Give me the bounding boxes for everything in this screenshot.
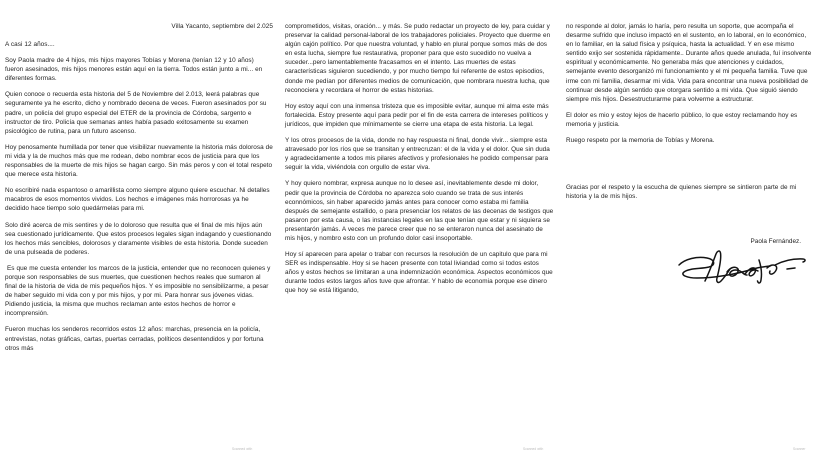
dateline: Villa Yacanto, septiembre del 2.025 bbox=[171, 23, 273, 30]
closing-paragraph: Gracias por el respeto y la escucha de quienes siempre se sintieron parte de mi historia y la de mis hijos. bbox=[566, 184, 797, 201]
paragraph: No escribiré nada espantoso o amarillista como siempre alguno quiere escuchar. Ni detalles macabros de esos momentos vividos. Los hechos e imágenes más horrorosas ya he decidido hace tiempo solo quedármelas para mi. bbox=[5, 187, 270, 213]
paragraph: Es que me cuesta entender los marcos de la justicia, entender que no reconocen quienes y porque son responsables de sus muertes, que cuestionen hechos reales que sumaron al final de la historia de vida de mis pequeños hijos. Y es imposible no sensibilizarme, a pesar de haber seguido mi vida con y por mis hijos, y por mi. Para honrar sus jóvenes vidas. Pidiendo justicia, la misma que muchos reclaman ante estos hechos de horror e incomprensión. bbox=[5, 264, 271, 318]
paragraph: Hoy estoy aquí con una inmensa tristeza que es imposible evitar, aunque mi alma este más fortalecida. Estoy presente aquí para pedir por el fin de esta carrera de intereses políticos y jurídicos, que impiden que mínimamente se cierre una etapa de esta historia. La legal. bbox=[285, 102, 549, 128]
signature-block bbox=[566, 237, 815, 288]
paragraph: Ruego respeto por la memoria de Tobías y Morena. bbox=[566, 137, 715, 145]
paragraph: comprometidos, visitas, oración... y más. Se pudo redactar un proyecto de ley, para cuidar y preservar la calidad personal-laboral de los trabajadores policiales. Proyecto que duerme en algún cajón político. Por que nuestra voluntad, y hablo en plural porque somos más de dos en esta lucha, siempre fue restaurativa, proponer para que esto sucedido no vuelva a suceder...pero lamentablemente fracasamos en el intento. Las muertes de estas características siguieron sucediendo, y por mucho tiempo fui referente de estos episodios, donde me pedían por diferentes medios de comunicación, que nombrara nuestra lucha, que reconociera y recordara el horror de estas historias. bbox=[285, 23, 551, 94]
scanner-watermark: Scanner bbox=[793, 447, 806, 451]
scanner-watermark: Scanned with bbox=[523, 447, 544, 451]
paragraph: El dolor es mio y estoy lejos de hacerlo público, lo que estoy reclamando hoy es memoria y justicia. bbox=[566, 111, 798, 128]
paragraph: Soy Paola madre de 4 hijos, mis hijos mayores Tobías y Morena (tenían 12 y 10 años) fueron asesinados, mis hijos menores están aquí en la tierra. Todos están junto a mi... en diferentes formas. bbox=[5, 57, 263, 83]
paragraph: Hoy sí aparecen para apelar o trabar con recursos la resolución de un capitulo que para mi SER es indispensable. Hoy si se hacen presente con total liviandad como si todos estos años y estos hechos se limitaran a una indemnización económica. Aspectos económicos que durante todos estos largos años tuve que afrontar. Y hablo de economia porque ese dinero que hoy se está litigando, bbox=[285, 251, 553, 295]
paragraph: Y los otros procesos de la vida, donde no hay respuesta ni final, donde vivir... siempre esta atravesado por los ríos que se transitan y entrecruzan: el de la vida y el dolor. Que sin duda y agradecidamente a todos mis pilares afectivos y profesionales he podido compensar para seguir la vida, viviéndola con orgullo de estar viva. bbox=[285, 137, 550, 172]
paragraph: Quien conoce o recuerda esta historia del 5 de Noviembre del 2.013, leerá palabras que seguramente ya he escrito, dicho y nombrado decena de veces. Fueron asesinados por su padre, un policía del grupo especial del ETER de la provincia de Córdoba, sargento e instructor de tiro. Policía que semanas antes había pasado exitosamente su examen psicológico de rutina, para un futuro ascenso. bbox=[5, 91, 267, 135]
handwritten-signature bbox=[675, 248, 807, 288]
signature-name: Paola Fernández. bbox=[750, 238, 801, 246]
paragraph: Hoy penosamente humillada por tener que visibilizar nuevamente la historia más dolorosa de mi vida y la de muchos más que me rodean, debo nombrar ecos de justicia para que los responsables de la muerte de mis hijos se hagan cargo. Sin más peros y con el total respeto que merece esta historia. bbox=[5, 143, 273, 179]
paragraph: Solo diré acerca de mis sentires y de lo doloroso que resulta que el final de mis hijos aún sea cuestionado jurídicamente. Que estos procesos legales sigan indagando y cuestionando los hechos más sencibles, dolorosos y claramente visibles de esta historia. Donde suceden de una pulseada de poderes. bbox=[5, 221, 272, 256]
scanner-footer-marks bbox=[0, 444, 819, 456]
paragraph: A casi 12 años.... bbox=[5, 41, 55, 48]
letter-column-3 bbox=[562, 22, 819, 438]
letter-columns bbox=[0, 22, 819, 438]
paragraph: no responde al dolor, jamás lo haría, pero resulta un soporte, que acompaña el desarme sufrido que incluso impactó en el sustento, en lo laboral, en lo económico, en lo familiar, en la salud física y psíquica, hasta la actualidad. Y en ese mismo sentido exijo ser sostenida rápidamente.. Durante años quede anulada, fuí insolvente espiritual y económicamente. No generaba más que atenciones y cuidados, semejante evento desorganizó mi funcionamiento y el mi pequeña familia. Tuve que irme con mi familia, desarmar mi vida. Vida para encontrar una nueva posibilidad de continuar desde algún sentido que otorgara sentido a mi vida. Que siguió siendo siempre mis hijos. Desestructurarme para volverme a estructurar. bbox=[566, 23, 812, 103]
letter-column-2 bbox=[281, 22, 562, 438]
letter-column-1 bbox=[0, 22, 281, 438]
paragraph: Y hoy quiero nombrar, expresa aunque no lo desee así, inevitablemente desde mi dolor, pedir que la provincia de Córdoba no aparezca solo cuando se trata de sus interés econnómicos, sin haber aparecido jamás antes para conocer como estaba mi familia después de semejante estallido, o para presenciar los relatos de las decenas de testigos que pasaron por esta causa, o las instancias legales en las que tenían que estar y ni siquiera se presentarón jamás. A veces me parece creer que no se enteraron nunca del asesinato de mis hijos, y nombro esto con un profundo dolor casi insoportable. bbox=[285, 180, 554, 242]
paragraph: Fueron muchas los senderos recorridos estos 12 años: marchas, presencia en la policía, entrevistas, notas gráficas, cartas, puertas cerradas, políticos desentendidos y por fortuna otros más bbox=[5, 326, 264, 352]
scanner-watermark: Scanned with bbox=[232, 447, 253, 451]
